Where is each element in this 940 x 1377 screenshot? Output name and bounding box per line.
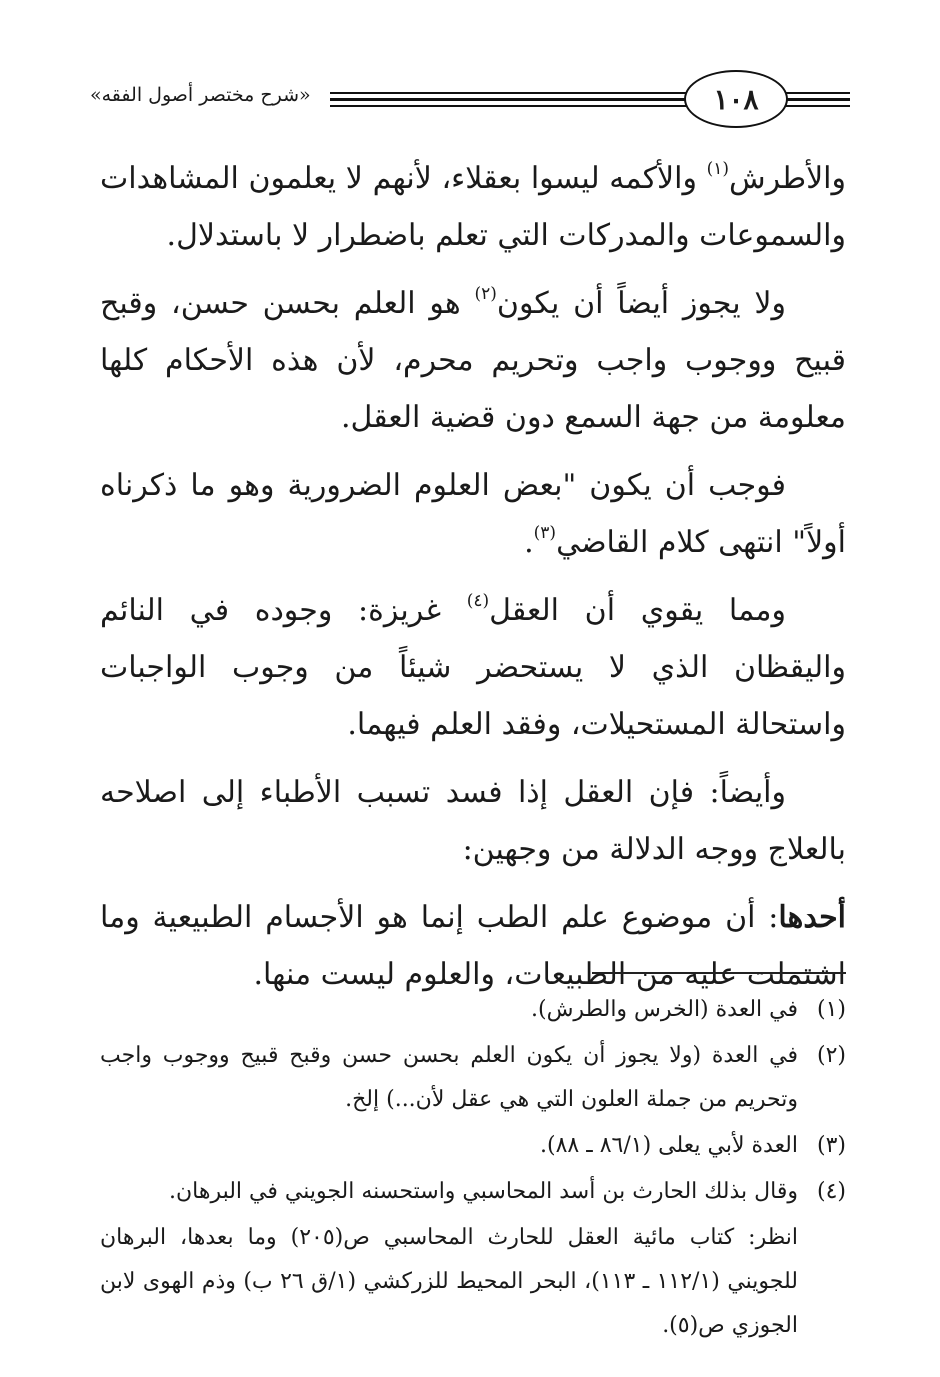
header-rule xyxy=(330,105,692,107)
footnote-ref-3[interactable]: (٣) xyxy=(533,523,557,543)
footnote-text: وقال بذلك الحارث بن أسد المحاسبي واستحسنه الجويني في البرهان. xyxy=(169,1179,798,1204)
footnote-ref-1[interactable]: (١) xyxy=(706,159,730,179)
footnote-number: (٢) xyxy=(816,1043,846,1068)
page-number: ١٠٨ xyxy=(713,82,759,116)
footnote-2 xyxy=(100,1034,846,1122)
paragraph-3 xyxy=(100,457,846,571)
header-rule xyxy=(780,98,850,101)
footnote-number: (١) xyxy=(816,997,846,1022)
paragraph-text: هو العلم بحسن حسن، وقبح قبيح ووجوب واجب وتحريم محرم، لأن هذه الأحكام كلها معلومة من جهة السمع دون قضية العقل. xyxy=(100,286,846,435)
paragraph-text: ومما يقوي أن العقل xyxy=(489,593,786,628)
page-header xyxy=(90,70,850,132)
footnotes xyxy=(100,988,846,1350)
running-title: «شرح مختصر أصول الفقه» xyxy=(90,84,311,106)
paragraph-text: غريزة: وجوده في النائم واليقظان الذي لا يستحضر شيئاً من وجوب الواجبات واستحالة المستحيلات، وفقد العلم فيهما. xyxy=(100,593,846,742)
footnote-4-continuation: انظر: كتاب مائية العقل للحارث المحاسبي ص(٢٠٥) وما بعدها، البرهان للجويني (١١٢/١ ـ ١١٣)، البحر المحيط للزركشي (١/ق ٢٦ ب) وذم الهوى لابن الجوزي ص(٥). xyxy=(100,1225,798,1338)
footnote-ref-2[interactable]: (٢) xyxy=(474,284,497,304)
paragraph-text: والأكمه ليسوا بعقلاء، لأنهم لا يعلمون المشاهدات والسموعات والمدركات التي تعلم باضطرار لا باستدلال. xyxy=(100,161,846,253)
footnote-3 xyxy=(100,1124,846,1168)
footnote-number: (٤) xyxy=(816,1179,846,1204)
header-rule xyxy=(330,98,692,101)
paragraph-text: فوجب أن يكون "بعض العلوم الضرورية وهو ما ذكرناه أولاً" انتهى كلام القاضي xyxy=(100,468,846,560)
paragraph-1 xyxy=(100,150,846,264)
footnote-4 xyxy=(100,1170,846,1214)
footnote-separator xyxy=(592,972,846,974)
footnote-1 xyxy=(100,988,846,1032)
paragraph-4 xyxy=(100,582,846,753)
footnote-text: في العدة (الخرس والطرش). xyxy=(531,997,798,1022)
paragraph-text: . xyxy=(524,525,534,560)
paragraph-2 xyxy=(100,275,846,446)
footnote-number: (٣) xyxy=(816,1133,846,1158)
footnote-text: العدة لأبي يعلى (٨٦/١ ـ ٨٨). xyxy=(540,1133,798,1158)
paragraph-text: : أن موضوع علم الطب إنما هو الأجسام الطبيعية وما اشتملت عليه من الطبيعات، والعلوم ليست منها. xyxy=(100,900,846,992)
main-text xyxy=(100,150,846,1014)
paragraph-6 xyxy=(100,889,846,1003)
header-rule xyxy=(780,105,850,107)
header-rule xyxy=(330,92,692,94)
footnote-ref-4[interactable]: (٤) xyxy=(466,591,490,611)
page-number-badge xyxy=(684,70,788,128)
paragraph-5: وأيضاً: فإن العقل إذا فسد تسبب الأطباء إلى اصلاحه بالعلاج ووجه الدلالة من وجهين: xyxy=(100,775,846,867)
bold-lead-word: أحدها xyxy=(778,900,846,935)
header-rule xyxy=(780,92,850,94)
paragraph-text: ولا يجوز أيضاً أن يكون xyxy=(496,286,786,321)
paragraph-text: والأطرش xyxy=(729,161,846,196)
footnote-text: في العدة (ولا يجوز أن يكون العلم بحسن حسن وقبح قبيح ووجوب واجب وتحريم من جملة العلون التي هي عقل لأن...) إلخ. xyxy=(100,1043,798,1112)
